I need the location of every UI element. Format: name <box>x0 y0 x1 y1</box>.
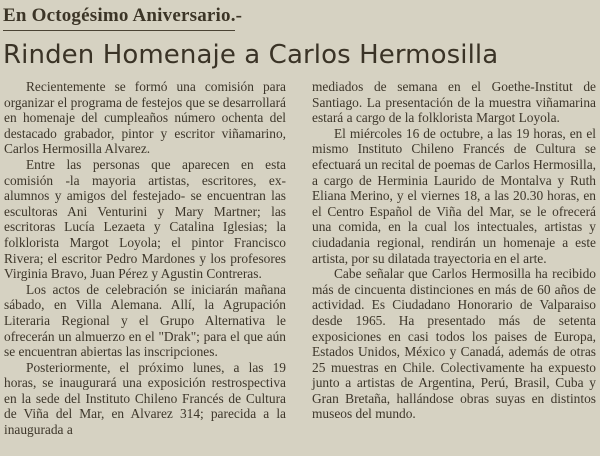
article-kicker: En Octogésimo Aniversario.- <box>3 5 235 31</box>
page-edge <box>0 456 600 462</box>
right-column <box>312 79 596 422</box>
article-headline: Rinden Homenaje a Carlos Hermosilla <box>3 40 499 70</box>
paragraph: Entre las personas que aparecen en esta comisión -la mayoria artistas, escritores, ex-alumnos y amigos del festejado- se encuentran las escultoras Ani Venturini y Mary Martner; las escritoras Lucía Lezaeta y Catalina Iglesias; la folklorista Margot Loyola; el pintor Francisco Rivera; el escritor Pedro Mardones y los profesores Virginia Bravo, Juan Pérez y Agustin Contreras. <box>4 156 286 282</box>
paragraph: El miércoles 16 de octubre, a las 19 horas, en el mismo Instituto Chileno Francés de Cultura se efectuará un recital de poemas de Carlos Hermosilla, a cargo de Herminia Laurido de Montalva y Ruth Eliana Merino, y el viernes 18, a las 20.30 horas, en el Centro Español de Viña del Mar, se le ofrecerá una comida, en la cual los intectuales, artistas y ciudadania regional, rendirán un homenaje a este artista, por su dilatada trayectoria en el arte. <box>312 125 596 266</box>
paragraph: Cabe señalar que Carlos Hermosilla ha recibido más de cincuenta distinciones en más de 60 años de actividad. Es Ciudadano Honorario de Valparaiso desde 1965. Ha presentado más de setenta exposiciones en casi todos los paises de Europa, Estados Unidos, México y Canadá, además de otras 25 muestras en Chile. Colectivamente ha expuesto junto a artistas de Argentina, Perú, Brasil, Cuba y Gran Bretaña, hallándose obras suyas en distintos museos del mundo. <box>312 266 596 422</box>
paragraph: Posteriormente, el próximo lunes, a las 19 horas, se inaugurará una exposición restrospectiva en la sede del Instituto Chileno Francés de Cultura de Viña del Mar, en Alvarez 314; parecida a la inaugurada a <box>4 359 286 438</box>
paragraph: Recientemente se formó una comisión para organizar el programa de festejos que se desarrollará en homenaje del cumpleaños número ochenta del destacado grabador, pintor y escritor viñamarino, Carlos Hermosilla Alvarez. <box>4 79 286 157</box>
left-column <box>4 79 286 438</box>
paragraph-continued: mediados de semana en el Goethe-Institut de Santiago. La presentación de la muestra viñamarina estará a cargo de la folklorista Margot Loyola. <box>312 79 596 126</box>
paragraph: Los actos de celebración se iniciarán mañana sábado, en Villa Alemana. Allí, la Agrupación Literaria Regional y el Grupo Alternativa le ofrecerán un almuerzo en el "Drak"; para el que aún se encuentran abiertas las inscripciones. <box>4 281 286 360</box>
